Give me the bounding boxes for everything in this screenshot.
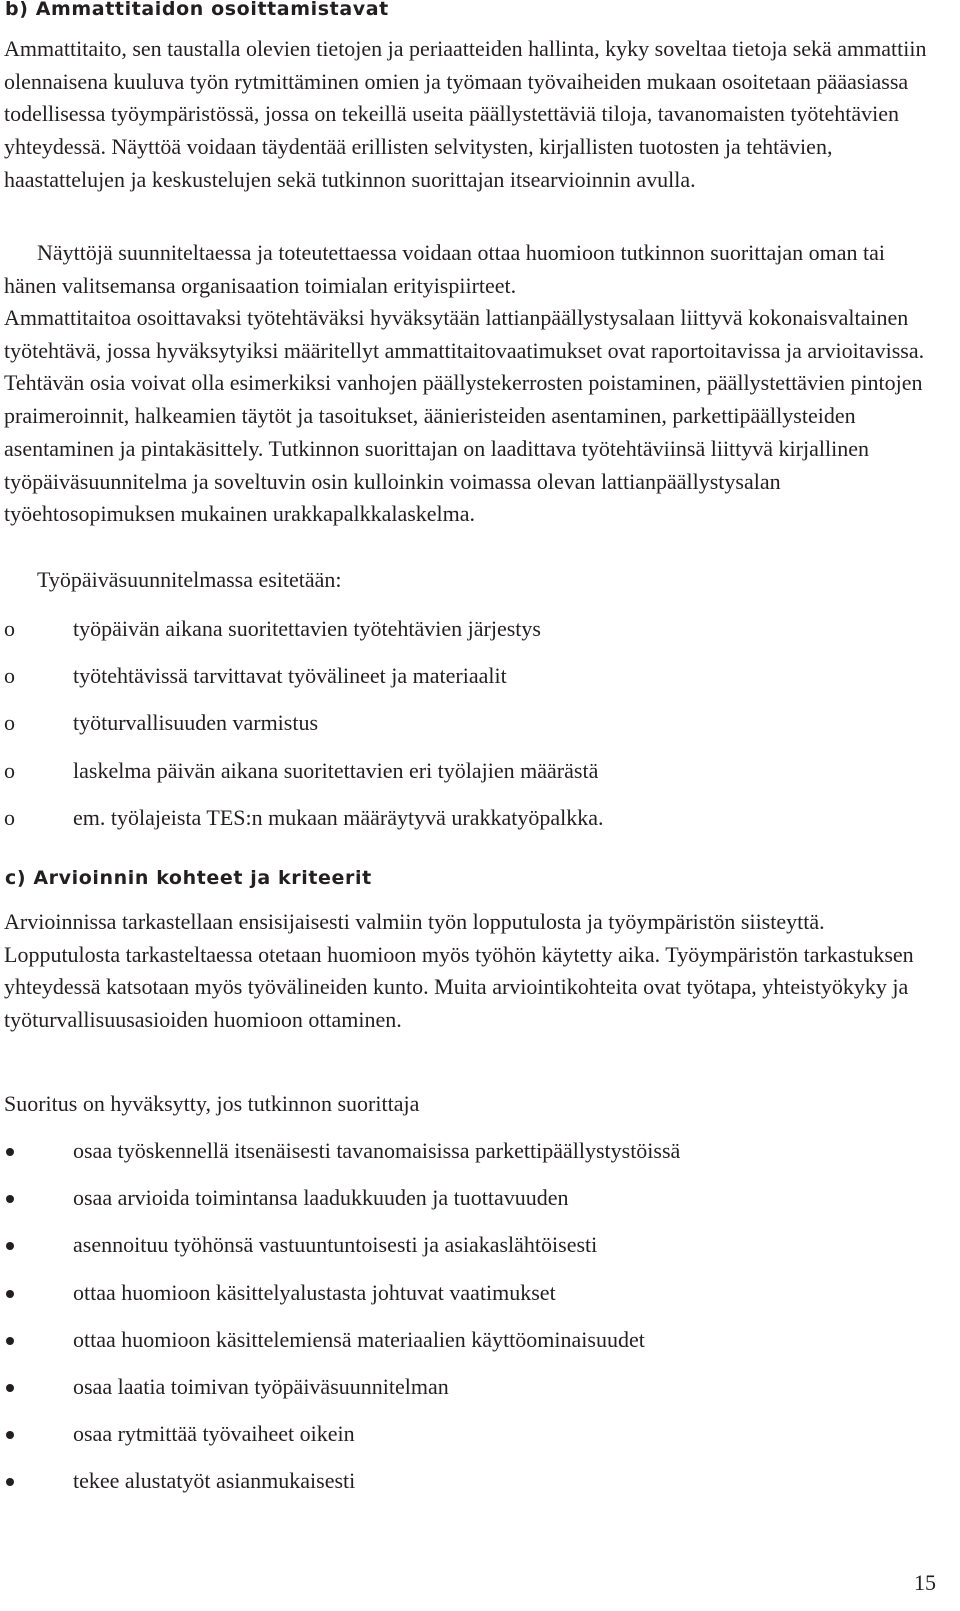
list-item-text: työtehtävissä tarvittavat työvälineet ja materiaalit bbox=[73, 663, 507, 689]
list-item-text: laskelma päivän aikana suoritettavien eri työlajien määrästä bbox=[73, 757, 599, 783]
section-c-paragraph-1: Arvioinnissa tarkastellaan ensisijaisesti valmiin työn lopputulosta ja työympäristön siisteyttä. Lopputulosta tarkasteltaessa otetaan huomioon myös työhön käytetty aika. Työympäristön tarkastuksen yhteydessä katsotaan myös työvälineiden kunto. Muita arviointikohteita ovat työtapa, yhteistyökyky ja työturvallisuusasioiden huomioon ottaminen. bbox=[4, 909, 914, 1033]
list-item-text: asennoituu työhönsä vastuuntuntoisesti ja asiakaslähtöisesti bbox=[73, 1232, 598, 1258]
list-item-text: em. työlajeista TES:n mukaan määräytyvä urakkatyöpalkka. bbox=[73, 804, 604, 830]
list-item-text: ottaa huomioon käsittelemiensä materiaalien käyttöominaisuudet bbox=[73, 1326, 645, 1352]
list-marker: o bbox=[4, 804, 15, 830]
bullet-icon bbox=[6, 1290, 14, 1298]
list-item-text: osaa työskennellä itsenäisesti tavanomaisissa parkettipäällystystöissä bbox=[73, 1138, 681, 1163]
section-b-paragraph-2-text: Näyttöjä suunniteltaessa ja toteutettaessa voidaan ottaa huomioon tutkinnon suorittajan oman tai hänen valitsemansa organisaation toimialan erityispiirteet. bbox=[4, 240, 886, 298]
bullet-icon bbox=[6, 1337, 14, 1345]
list-item-text: ottaa huomioon käsittelyalustasta johtuvat vaatimukset bbox=[73, 1279, 556, 1305]
list-item-text: osaa arvioida toimintansa laadukkuuden ja tuottavuuden bbox=[73, 1185, 569, 1211]
section-b-paragraph-4-text: Työpäiväsuunnitelmassa esitetään: bbox=[37, 567, 342, 592]
list-marker: o bbox=[4, 757, 15, 783]
list-marker: o bbox=[4, 663, 15, 689]
section-b-paragraph-1: Ammattitaito, sen taustalla olevien tietojen ja periaatteiden hallinta, kyky soveltaa tietoja sekä ammattiin olennaisena kuuluva työn rytmittäminen omien ja työmaan työvaiheiden mukaan osoitetaan pääasiassa todellisessa työympäristössä, jossa on tekeillä useita päällystettäviä tiloja, tavanomaisten työtehtävien yhteydessä. Näyttöä voidaan täydentää erillisten selvitysten, kirjallisten tuotosten ja tehtävien, haastattelujen ja keskustelujen sekä tutkinnon suorittajan itsearvioinnin avulla. bbox=[4, 36, 927, 192]
section-b-paragraph-4 bbox=[4, 564, 936, 597]
bullet-icon bbox=[6, 1384, 14, 1392]
section-b-heading: b) Ammattitaidon osoittamistavat bbox=[5, 0, 389, 20]
list-item-text: tekee alustatyöt asianmukaisesti bbox=[73, 1468, 356, 1494]
list-item-text: osaa laatia toimivan työpäiväsuunnitelman bbox=[73, 1373, 449, 1399]
bullet-icon bbox=[6, 1242, 14, 1250]
bullet-icon bbox=[6, 1431, 14, 1439]
section-b-paragraph-2 bbox=[4, 237, 936, 302]
page-number: 15 bbox=[914, 1570, 936, 1595]
list-item-text: työturvallisuuden varmistus bbox=[73, 710, 319, 736]
bullet-icon bbox=[6, 1195, 14, 1203]
bullet-icon bbox=[6, 1478, 14, 1486]
section-b-paragraph-3: Ammattitaitoa osoittavaksi työtehtäväksi hyväksytään lattianpäällystysalaan liittyvä kokonaisvaltainen työtehtävä, jossa hyväksytyiksi määritellyt ammattitaitovaatimukset ovat raportoitavissa ja arvioitavissa. Tehtävän osia voivat olla esimerkiksi vanhojen päällystekerrosten poistaminen, päällystettävien pintojen praimeroinnit, halkeamien täytöt ja tasoitukset, äänieristeiden asentaminen, parkettipäällysteiden asentaminen ja pintakäsittely. Tutkinnon suorittajan on laadittava työtehtäviinsä liittyvä kirjallinen työpäiväsuunnitelma ja soveltuvin osin kulloinkin voimassa olevan lattianpäällystysalan työehtosopimuksen mukainen urakkapalkkalaskelma. bbox=[4, 305, 925, 527]
section-c-heading: c) Arvioinnin kohteet ja kriteerit bbox=[5, 867, 372, 889]
list-marker: o bbox=[4, 710, 15, 736]
bullet-icon bbox=[6, 1148, 14, 1156]
list-item-text: osaa rytmittää työvaiheet oikein bbox=[73, 1421, 355, 1447]
section-c-paragraph-2: Suoritus on hyväksytty, jos tutkinnon suorittaja bbox=[4, 1091, 420, 1116]
list-marker: o bbox=[4, 616, 15, 641]
list-item-text: työpäivän aikana suoritettavien työtehtävien järjestys bbox=[73, 616, 541, 641]
